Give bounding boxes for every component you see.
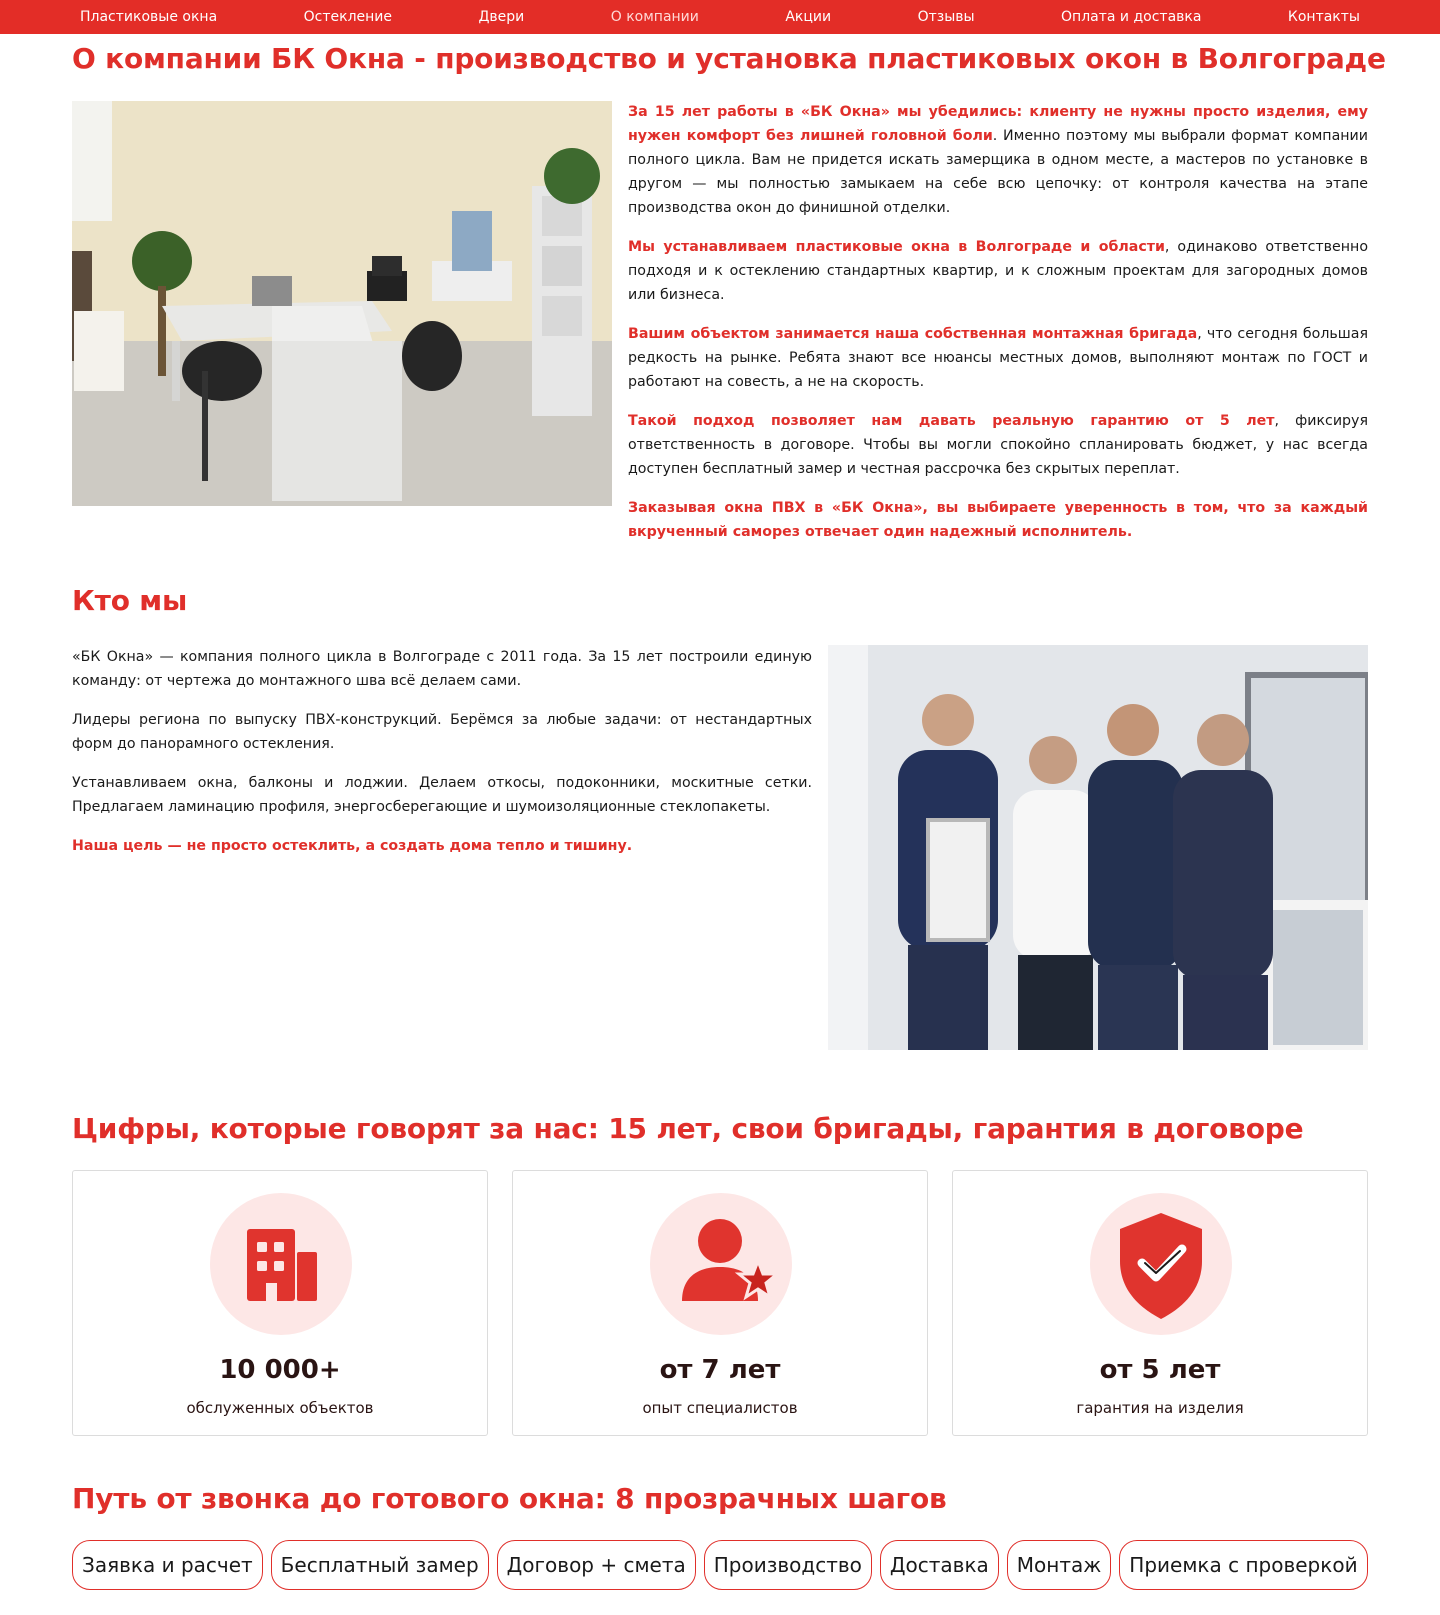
stat-caption: гарантия на изделия <box>1076 1399 1244 1417</box>
stats-cards <box>72 1170 1368 1436</box>
step-chip-installation[interactable]: Монтаж <box>1007 1540 1112 1590</box>
stat-value: от 7 лет <box>659 1355 781 1385</box>
about-goal <box>72 834 812 858</box>
about-goal-text: Наша цель — не просто остеклить, а создать дома тепло и тишину. <box>72 838 633 854</box>
office-photo <box>72 101 612 506</box>
step-chip-measurement[interactable]: Бесплатный замер <box>271 1540 489 1590</box>
nav-list <box>0 0 1440 34</box>
intro-highlight: Заказывая окна ПВХ в «БК Окна», вы выбираете уверенность в том, что за каждый вкрученный саморез отвечает один надежный исполнитель. <box>628 500 1368 540</box>
intro-paragraph <box>628 496 1368 544</box>
nav-item-glazing[interactable]: Остекление <box>303 9 392 25</box>
nav-item-contacts[interactable]: Контакты <box>1287 9 1360 25</box>
about-text-block <box>72 645 812 873</box>
about-title: Кто мы <box>72 584 188 617</box>
about-paragraph: Устанавливаем окна, балконы и лоджии. Делаем откосы, подоконники, москитные сетки. Предлагаем ламинацию профиля, энергосберегающие и шумоизоляционные стеклопакеты. <box>72 775 812 815</box>
steps-list <box>72 1540 1372 1590</box>
step-chip-request[interactable]: Заявка и расчет <box>72 1540 263 1590</box>
stat-value: от 5 лет <box>1099 1355 1221 1385</box>
intro-highlight: Такой подход позволяет нам давать реальную гарантию от 5 лет <box>628 413 1275 429</box>
building-icon <box>210 1193 352 1335</box>
intro-highlight: Вашим объектом занимается наша собственная монтажная бригада <box>628 326 1198 342</box>
nav-item-plastic-windows[interactable]: Пластиковые окна <box>80 9 218 25</box>
shield-check-icon <box>1090 1193 1232 1335</box>
stats-title: Цифры, которые говорят за нас: 15 лет, свои бригады, гарантия в договоре <box>72 1112 1304 1145</box>
steps-title: Путь от звонка до готового окна: 8 прозрачных шагов <box>72 1482 947 1515</box>
nav-item-doors[interactable]: Двери <box>478 9 525 25</box>
stat-value: 10 000+ <box>219 1355 341 1385</box>
intro-highlight: Мы устанавливаем пластиковые окна в Волгограде и области <box>628 239 1165 255</box>
intro-paragraph <box>628 100 1368 220</box>
intro-text: , фиксируя ответственность в договоре. Чтобы вы могли спокойно спланировать бюджет, у нас всегда доступен бесплатный замер и честная рассрочка без скрытых переплат. <box>628 413 1368 477</box>
specialist-star-icon <box>650 1193 792 1335</box>
intro-text-block <box>628 100 1368 559</box>
team-photo <box>828 645 1368 1050</box>
step-chip-production[interactable]: Производство <box>704 1540 872 1590</box>
intro-paragraph <box>628 322 1368 394</box>
stat-card-experience <box>512 1170 928 1436</box>
intro-highlight: За 15 лет работы в «БК Окна» мы убедились: клиенту не нужны просто изделия, ему нужен комфорт без лишней головной боли <box>628 104 1368 144</box>
intro-text: . Именно поэтому мы выбрали формат компании полного цикла. Вам не придется искать замерщика в одном месте, а мастеров по установке в другом — мы полностью замыкаем на себе всю цепочку: от контроля качества на этапе производства окон до финишной отделки. <box>628 128 1368 216</box>
stat-card-warranty <box>952 1170 1368 1436</box>
intro-text: , что сегодня большая редкость на рынке. Ребята знают все нюансы местных домов, выполняют монтаж по ГОСТ и работают на совесть, а не на скорость. <box>628 326 1368 390</box>
top-navigation <box>0 0 1440 34</box>
step-chip-acceptance[interactable]: Приемка с проверкой <box>1119 1540 1367 1590</box>
step-chip-contract[interactable]: Договор + смета <box>497 1540 696 1590</box>
about-paragraph: «БК Окна» — компания полного цикла в Волгограде с 2011 года. За 15 лет построили единую команду: от чертежа до монтажного шва всё делаем сами. <box>72 649 812 689</box>
step-chip-delivery[interactable]: Доставка <box>880 1540 999 1590</box>
nav-item-promotions[interactable]: Акции <box>785 9 832 25</box>
intro-text: , одинаково ответственно подходя и к остеклению стандартных квартир, и к сложным проектам для загородных домов или бизнеса. <box>628 239 1369 303</box>
intro-paragraph <box>628 409 1368 481</box>
stat-caption: обслуженных объектов <box>186 1399 374 1417</box>
intro-paragraph <box>628 235 1368 307</box>
page-title: О компании БК Окна - производство и установка пластиковых окон в Волгограде <box>72 42 1386 75</box>
nav-item-about[interactable]: О компании <box>610 9 699 25</box>
stat-caption: опыт специалистов <box>642 1399 798 1417</box>
nav-item-reviews[interactable]: Отзывы <box>917 9 975 25</box>
about-paragraph: Лидеры региона по выпуску ПВХ-конструкций. Берёмся за любые задачи: от нестандартных форм до панорамного остекления. <box>72 712 812 752</box>
stat-card-objects <box>72 1170 488 1436</box>
nav-item-payment-delivery[interactable]: Оплата и доставка <box>1061 9 1202 25</box>
